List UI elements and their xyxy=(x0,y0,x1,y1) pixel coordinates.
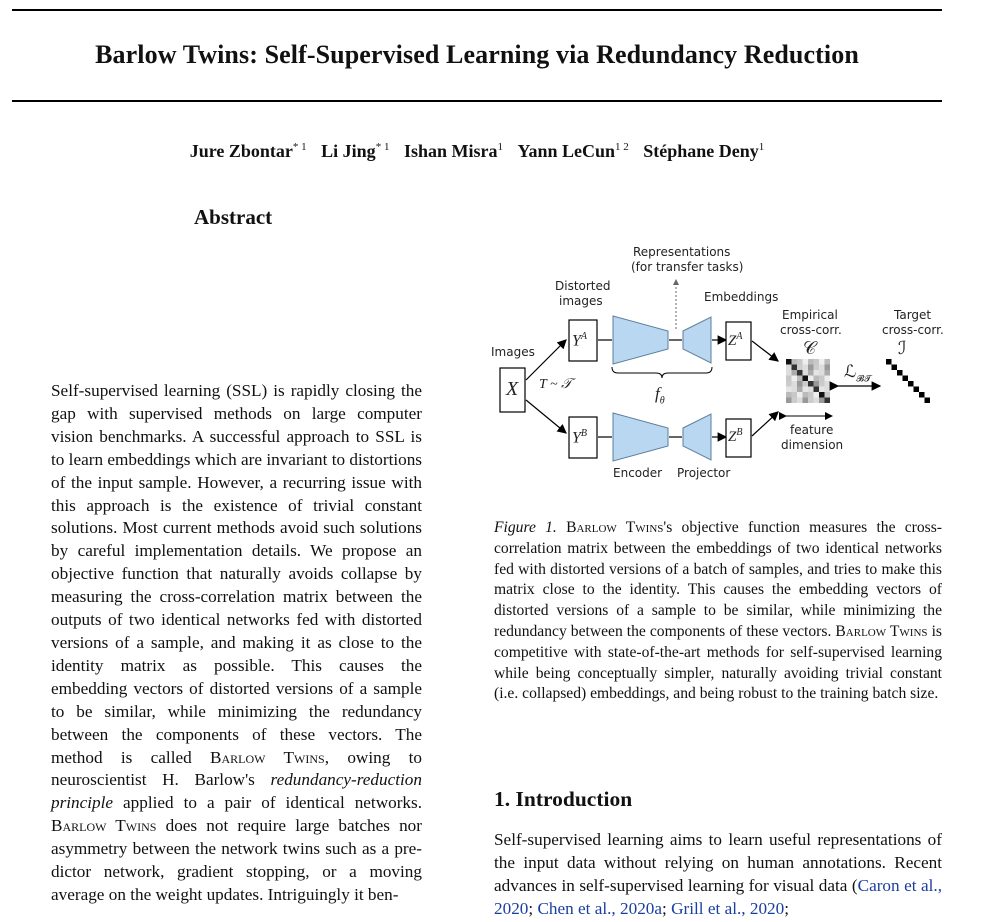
empirical-cross-correlation-matrix xyxy=(786,359,830,403)
label-cross-corr-target: cross-corr. xyxy=(882,323,944,337)
author-affil: 1 xyxy=(758,141,765,153)
abstract-body xyxy=(51,380,422,907)
matrix-cell xyxy=(825,387,831,393)
matrix-cell xyxy=(808,387,814,393)
introduction-heading: 1. Introduction xyxy=(494,787,633,811)
projector-top xyxy=(683,317,711,363)
matrix-cell xyxy=(825,359,831,365)
math-f-theta xyxy=(655,384,665,406)
citation-separator: ; xyxy=(662,898,672,918)
matrix-cell xyxy=(792,392,798,398)
matrix-cell xyxy=(786,387,792,393)
matrix-cell xyxy=(814,398,820,404)
citation-separator: ; xyxy=(784,898,790,918)
matrix-cell xyxy=(792,376,798,382)
math-superscript: B xyxy=(580,428,588,439)
math-ya xyxy=(572,331,587,350)
identity-cell xyxy=(914,387,920,393)
paper-title: Barlow Twins: Self-Supervised Learning via Redundancy Reduction xyxy=(95,40,859,69)
matrix-cell xyxy=(786,398,792,404)
abstract-heading: Abstract xyxy=(194,205,273,229)
arrow-to-matrix-bottom xyxy=(752,412,778,436)
matrix-cell xyxy=(814,370,820,376)
introduction-body xyxy=(494,829,942,921)
f-theta-brace xyxy=(612,367,712,378)
author-affil: 1 2 xyxy=(615,141,629,153)
matrix-cell xyxy=(814,381,820,387)
math-c: 𝒞 xyxy=(803,338,817,358)
label-representations: Representations xyxy=(633,245,731,259)
matrix-cell xyxy=(819,398,825,404)
label-dimension: dimension xyxy=(781,438,844,452)
matrix-cell xyxy=(797,398,803,404)
label-feature: feature xyxy=(790,423,834,437)
matrix-cell xyxy=(803,381,809,387)
matrix-cell xyxy=(825,370,831,376)
matrix-cell xyxy=(797,381,803,387)
figure-1-diagram xyxy=(488,240,948,490)
math-za xyxy=(728,331,742,350)
matrix-cell xyxy=(786,376,792,382)
math-symbol: Y xyxy=(572,429,581,447)
author-2 xyxy=(321,141,389,161)
matrix-cell xyxy=(786,365,792,371)
matrix-cell xyxy=(808,359,814,365)
method-name: Barlow Twins xyxy=(210,747,325,767)
caption-label: Figure 1. xyxy=(494,519,557,536)
matrix-cell xyxy=(819,359,825,365)
math-superscript: B xyxy=(736,427,743,438)
label-cross-corr-empirical: cross-corr. xyxy=(780,323,842,337)
matrix-cell xyxy=(808,365,814,371)
author-5 xyxy=(643,141,764,161)
arrow-to-matrix-top xyxy=(752,341,778,361)
math-symbol: ℒ xyxy=(844,362,857,381)
abstract-text: does not require large batches nor asymmetry between the network twins such as a predictor network, gradient stopping, or a moving average on the weight updates. Intriguingly it ben- xyxy=(51,816,423,904)
identity-cell xyxy=(908,381,914,387)
author-name: Li Jing xyxy=(321,141,376,161)
citation-link[interactable]: Caron et al., 2020 xyxy=(494,875,942,918)
abstract-text: applied to a pair of identical networks. xyxy=(113,793,422,813)
matrix-cell xyxy=(814,387,820,393)
projector-bottom xyxy=(683,414,711,460)
matrix-cell xyxy=(819,381,825,387)
identity-cell xyxy=(925,398,931,404)
matrix-cell xyxy=(803,376,809,382)
caption-text: is competitive with state-of-the-art methods for self-supervised learning while being conceptually simpler, naturally avoiding trivial constant (i.e. collapsed) embeddings, and being robust to the training batch size. xyxy=(494,622,942,703)
method-name: Barlow Twins xyxy=(51,816,157,836)
matrix-cell xyxy=(792,365,798,371)
matrix-cell xyxy=(808,370,814,376)
math-symbol: Y xyxy=(572,332,581,350)
matrix-cell xyxy=(814,376,820,382)
label-projector: Projector xyxy=(677,466,731,480)
caption-text: 's objective function measures the cross-correlation matrix between the embeddings of two identical networks fed with distorted versions of a batch of samples, and tries to make this matrix close to the identity. This causes the embedding vectors of distorted versions of a sample to be similar, while minimizing the redundancy between the components of these vectors. xyxy=(494,519,942,640)
matrix-cell xyxy=(825,392,831,398)
identity-cell xyxy=(892,365,898,371)
identity-cell xyxy=(897,370,903,376)
matrix-cell xyxy=(803,359,809,365)
matrix-cell xyxy=(803,398,809,404)
identity-cell xyxy=(903,376,909,382)
matrix-cell xyxy=(819,387,825,393)
label-target: Target xyxy=(894,308,932,322)
matrix-cell xyxy=(786,392,792,398)
author-affil: 1 xyxy=(497,141,503,153)
matrix-cell xyxy=(797,359,803,365)
matrix-cell xyxy=(819,370,825,376)
matrix-cell xyxy=(808,398,814,404)
matrix-cell xyxy=(808,376,814,382)
math-symbol: Z xyxy=(728,333,737,349)
math-i: ℐ xyxy=(898,338,907,358)
matrix-cell xyxy=(825,365,831,371)
matrix-cell xyxy=(825,398,831,404)
matrix-cell xyxy=(803,392,809,398)
matrix-cell xyxy=(797,387,803,393)
author-1 xyxy=(190,141,307,161)
method-name: Barlow Twins xyxy=(566,519,664,536)
identity-cell xyxy=(919,392,925,398)
matrix-cell xyxy=(825,376,831,382)
matrix-cell xyxy=(792,359,798,365)
matrix-cell xyxy=(814,359,820,365)
label-images: Images xyxy=(491,345,535,359)
math-subscript: 𝓑𝓣 xyxy=(856,373,872,384)
abstract-text: , owing to neuroscientist H. Barlow's xyxy=(51,747,422,790)
matrix-cell xyxy=(786,359,792,365)
matrix-cell xyxy=(797,392,803,398)
math-transform: T ~ 𝒯 xyxy=(539,377,572,392)
target-identity-matrix xyxy=(886,359,930,403)
matrix-cell xyxy=(819,365,825,371)
figure-caption xyxy=(494,518,942,705)
math-x: X xyxy=(506,378,519,400)
matrix-cell xyxy=(819,376,825,382)
matrix-cell xyxy=(819,392,825,398)
intro-text: Self-supervised learning aims to learn useful representations of the input data without relying on human annotations. Recent advances in self-supervised learning for visual data ( xyxy=(494,830,942,895)
citation-link[interactable]: Chen et al., 2020a xyxy=(537,898,663,918)
label-empirical: Empirical xyxy=(782,308,838,322)
author-affil: * 1 xyxy=(375,141,390,153)
label-transfer-tasks: (for transfer tasks) xyxy=(631,260,744,274)
matrix-cell xyxy=(797,365,803,371)
math-symbol: Z xyxy=(728,429,737,445)
math-yb xyxy=(572,428,587,447)
label-distorted: Distorted xyxy=(555,279,611,293)
matrix-cell xyxy=(792,381,798,387)
math-superscript: A xyxy=(580,331,588,342)
citation-separator: ; xyxy=(528,898,538,918)
matrix-cell xyxy=(797,370,803,376)
math-subscript: θ xyxy=(659,395,665,407)
matrix-cell xyxy=(803,387,809,393)
matrix-cell xyxy=(814,392,820,398)
identity-cell xyxy=(886,359,892,365)
author-3 xyxy=(404,141,503,161)
branch-arrow-bottom xyxy=(526,400,566,433)
author-name: Jure Zbontar xyxy=(189,141,293,161)
abstract-text: Self-supervised learning (SSL) is rapidly closing the gap with supervised methods on large computer vision benchmarks. A successful approach to SSL is to learn embeddings which are invariant to distortions of the input sample. However, a recurring issue with this approach is the existence of trivial constant solutions. Most current methods avoid such solutions by careful implementation details. We propose an objective function that naturally avoids collapse by measuring the cross-correlation matrix between the outputs of two identical networks fed with distorted versions of a sample, and making it as close to the identity matrix as possible. This causes the embedding vectors of distorted versions of a sample to be similar, while minimizing the redundancy between the components of these vectors. The method is called xyxy=(51,381,422,767)
matrix-cell xyxy=(803,370,809,376)
matrix-cell xyxy=(792,387,798,393)
encoder-bottom xyxy=(613,413,668,461)
author-4 xyxy=(517,141,628,161)
bottom-rule xyxy=(12,100,942,102)
matrix-cell xyxy=(792,370,798,376)
matrix-cell xyxy=(825,381,831,387)
label-embeddings: Embeddings xyxy=(704,290,779,304)
matrix-cell xyxy=(792,398,798,404)
citation-link[interactable]: Grill et al., 2020 xyxy=(671,898,785,918)
diagram-svg xyxy=(488,240,948,490)
author-name: Yann LeCun xyxy=(517,141,615,161)
encoder-top xyxy=(613,316,668,364)
matrix-cell xyxy=(808,392,814,398)
matrix-cell xyxy=(808,381,814,387)
author-name: Ishan Misra xyxy=(403,141,498,161)
matrix-cell xyxy=(803,365,809,371)
matrix-cell xyxy=(786,381,792,387)
author-list xyxy=(12,141,942,162)
math-loss xyxy=(844,362,871,384)
author-affil: * 1 xyxy=(292,141,307,153)
math-symbol: f xyxy=(655,384,660,403)
author-name: Stéphane Deny xyxy=(643,141,759,161)
matrix-cell xyxy=(786,370,792,376)
method-name: Barlow Twins xyxy=(835,622,928,640)
math-superscript: A xyxy=(736,331,743,342)
math-zb xyxy=(728,427,742,446)
abstract-italic: redundancy-reduction principle xyxy=(51,770,422,813)
matrix-cell xyxy=(797,376,803,382)
top-rule xyxy=(12,9,942,11)
label-encoder: Encoder xyxy=(613,466,663,480)
label-distorted-images: images xyxy=(559,294,603,308)
matrix-cell xyxy=(814,365,820,371)
